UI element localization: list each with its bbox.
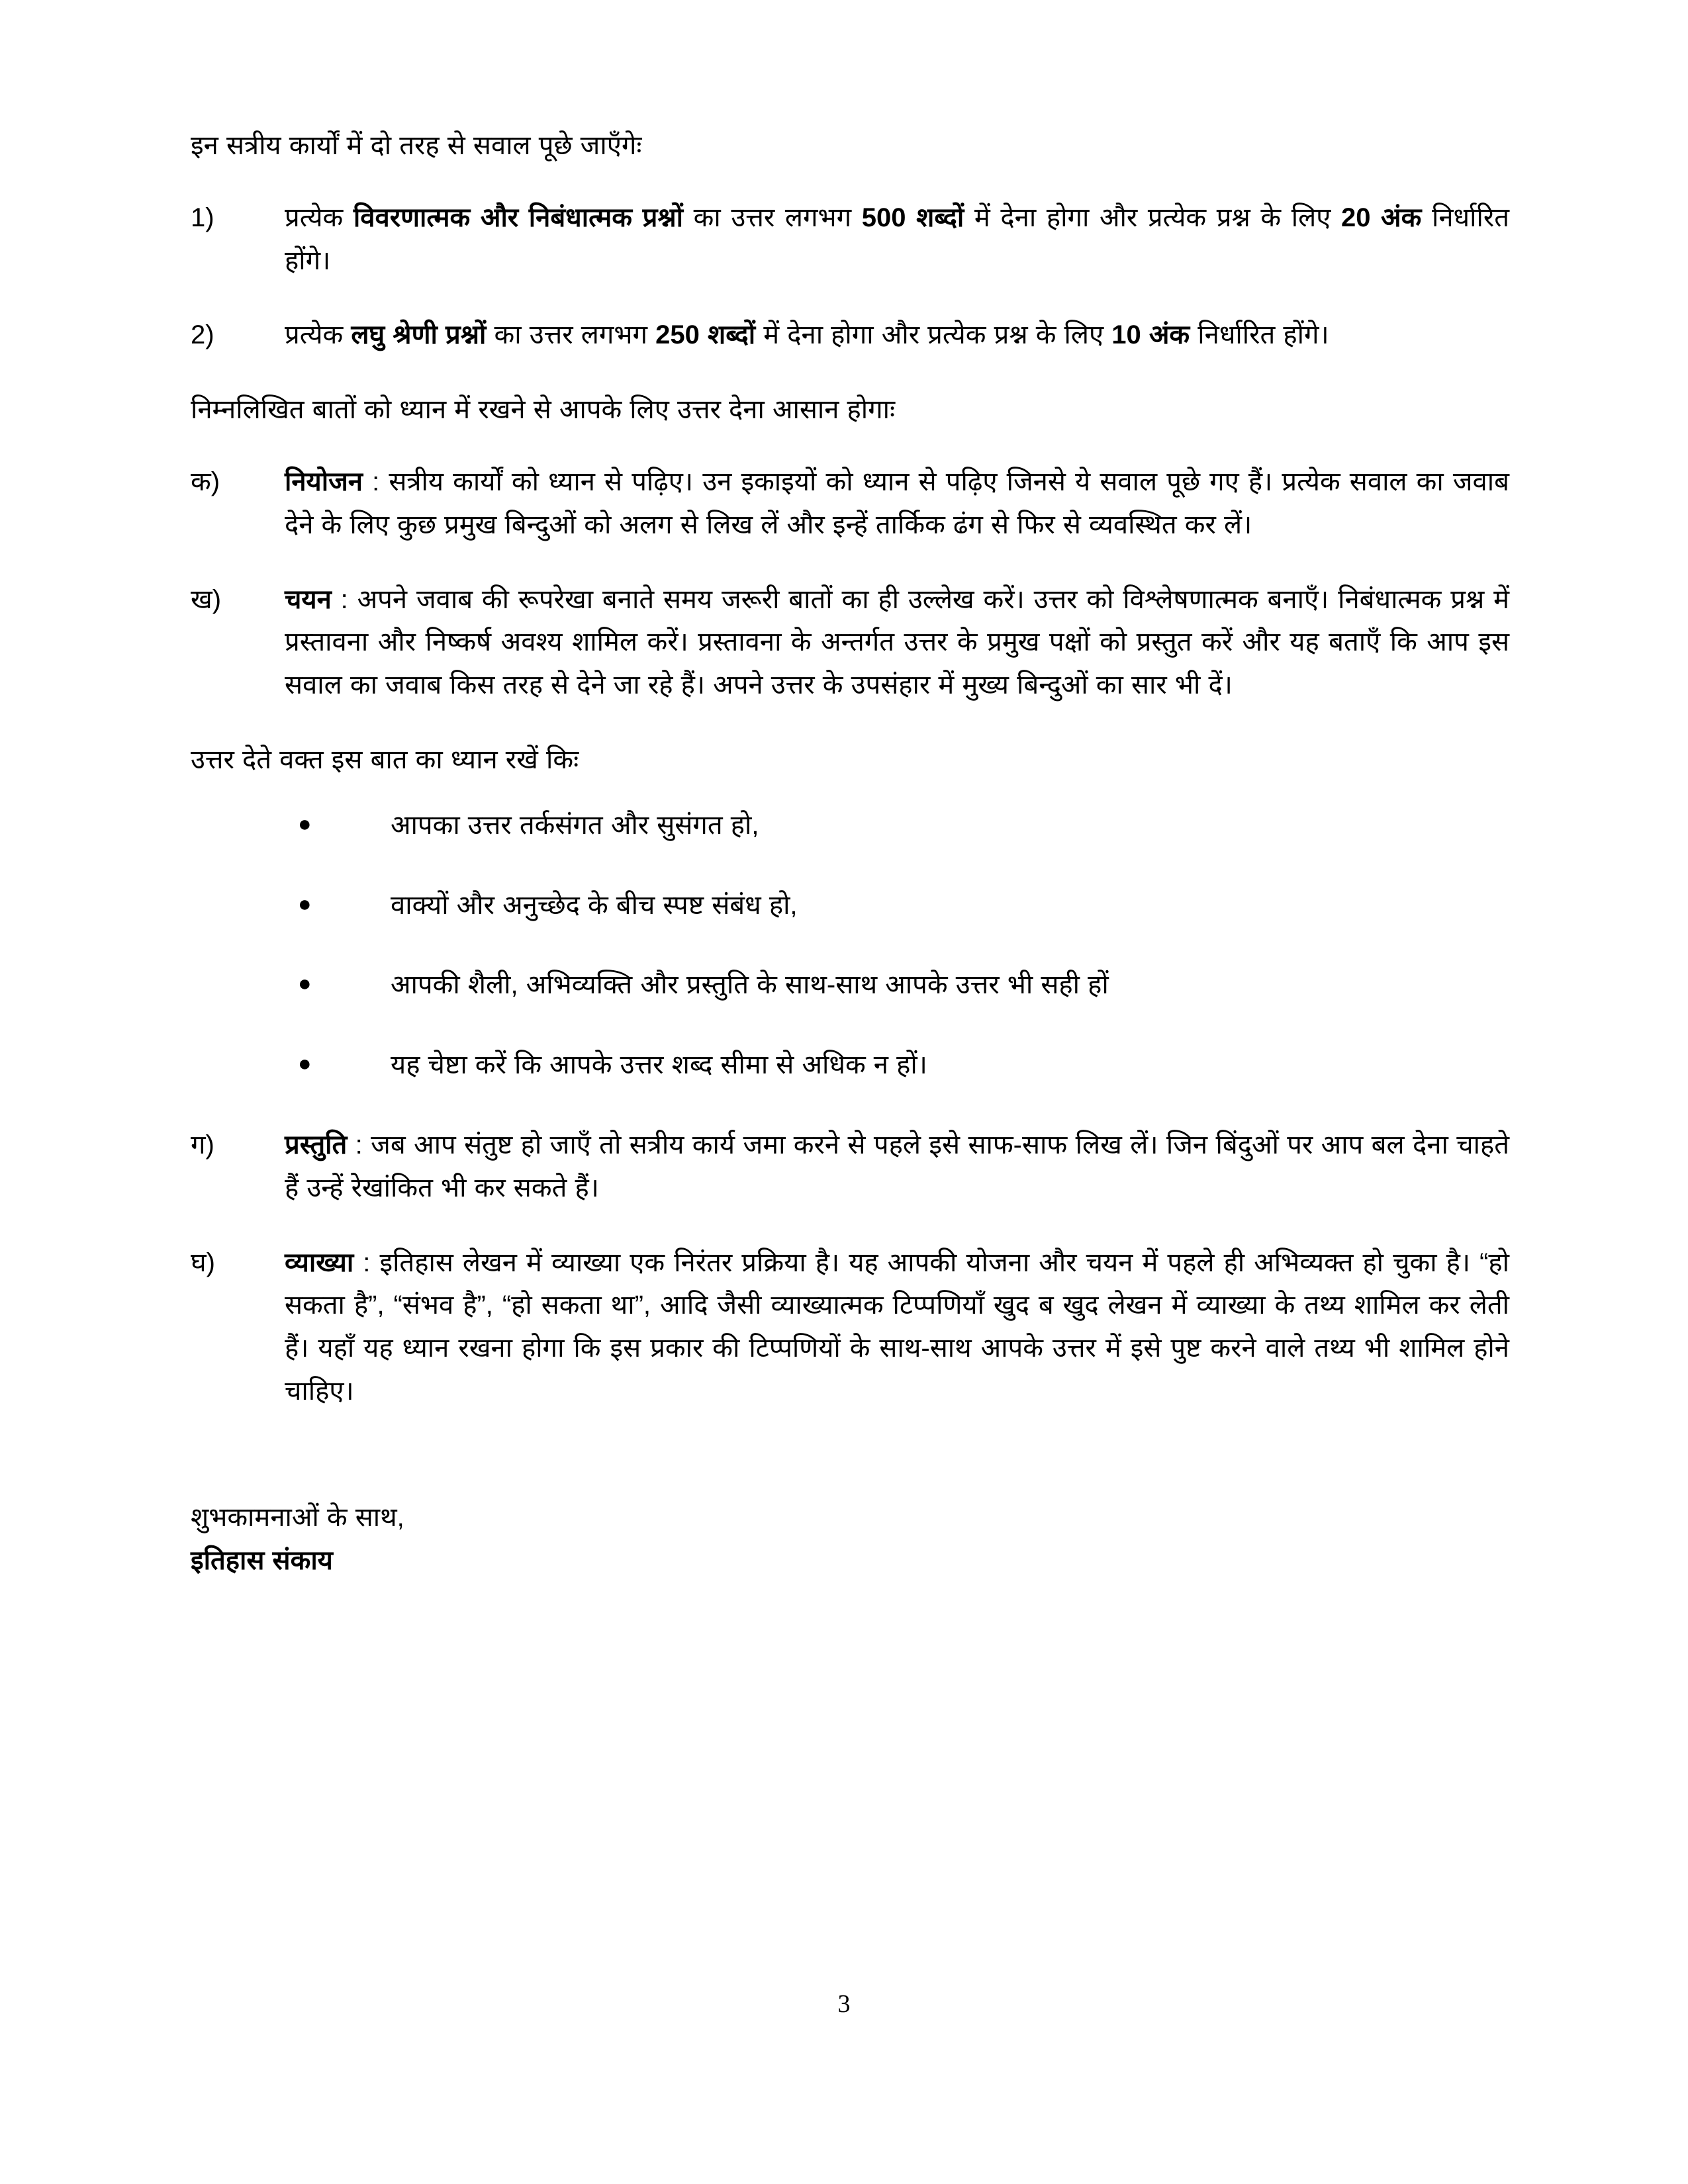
heading-separator: : (353, 1248, 380, 1277)
list-marker: घ) (191, 1248, 215, 1277)
subsection-heading-selection: चयन (285, 584, 332, 614)
subsection-body: सत्रीय कार्यों को ध्यान से पढ़िए। उन इकाइयों को ध्यान से पढ़िए जिनसे ये सवाल पूछे गए हैं। प्रत्येक सवाल का जवाब देने के लिए कुछ प्रमुख बिन्दुओं को अलग से लिख लें और इन्हें तार्किक ढंग से फिर से व्यवस्थित कर लें। (285, 467, 1509, 539)
text-segment: में देना होगा और प्रत्येक प्रश्न के लिए (755, 320, 1112, 350)
lettered-list-item-ka (191, 461, 1509, 547)
numbered-item-content (285, 197, 1509, 283)
lettered-item-content (285, 461, 1509, 547)
list-item-label: आपका उत्तर तर्कसंगत और सुसंगत हो, (391, 810, 759, 840)
bullet-icon: ● (298, 811, 312, 837)
numbered-list-item (191, 197, 1509, 283)
numbered-item-content (285, 314, 1509, 357)
list-item (191, 804, 1509, 847)
lettered-item-content (285, 1124, 1509, 1210)
subsection-body: अपने जवाब की रूपरेखा बनाते समय जरूरी बातों का ही उल्लेख करें। उत्तर को विश्लेषणात्मक बनाएँ। निबंधात्मक प्रश्न में प्रस्तावना और निष्कर्ष अवश्य शामिल करें। प्रस्तावना के अन्तर्गत उत्तर के प्रमुख पक्षों को प्रस्तुत करें और यह बताएँ कि आप इस सवाल का जवाब किस तरह से देने जा रहे हैं। अपने उत्तर के उपसंहार में मुख्य बिन्दुओं का सार भी दें। (285, 584, 1509, 700)
intro-paragraph: इन सत्रीय कार्यों में दो तरह से सवाल पूछे जाएँगेः (191, 131, 642, 160)
emphasis-marks: 10 अंक (1111, 320, 1190, 350)
subsection-heading-presentation: प्रस्तुति (285, 1130, 348, 1160)
list-item (191, 964, 1509, 1007)
signature-department: इतिहास संकाय (191, 1545, 333, 1575)
text-segment: प्रत्येक (285, 203, 353, 232)
text-segment: का उत्तर लगभग (683, 203, 862, 232)
heading-separator: : (331, 584, 357, 614)
list-marker: ख) (191, 584, 222, 614)
numbered-list-item (191, 314, 1509, 357)
bullet-icon: ● (298, 971, 312, 997)
text-segment: में देना होगा और प्रत्येक प्रश्न के लिए (964, 203, 1341, 232)
list-item-label: वाक्यों और अनुच्छेद के बीच स्पष्ट संबंध हो, (391, 890, 798, 920)
list-marker: क) (191, 467, 220, 496)
page-number: 3 (837, 1990, 851, 2018)
text-segment: निर्धारित होंगे। (1190, 320, 1329, 350)
subsection-body: जब आप संतुष्ट हो जाएँ तो सत्रीय कार्य जमा करने से पहले इसे साफ-साफ लिख लें। जिन बिंदुओं पर आप बल देना चाहते हैं उन्हें रेखांकित भी कर सकते हैं। (285, 1130, 1509, 1203)
list-item-label: आपकी शैली, अभिव्यक्ति और प्रस्तुति के साथ-साथ आपके उत्तर भी सही हों (391, 970, 1109, 1000)
lead-paragraph: निम्नलिखित बातों को ध्यान में रखने से आपके लिए उत्तर देना आसान होगाः (191, 395, 896, 425)
list-marker: 2) (191, 320, 214, 350)
emphasis-question-types: लघु श्रेणी प्रश्नों (351, 320, 487, 350)
bullet-icon: ● (298, 1051, 312, 1077)
emphasis-question-types: विवरणात्मक और निबंधात्मक प्रश्नों (353, 203, 684, 232)
bullets-intro-paragraph: उत्तर देते वक्त इस बात का ध्यान रखें किः (191, 745, 579, 774)
emphasis-word-count: 250 शब्दों (655, 320, 756, 350)
heading-separator: : (363, 467, 389, 496)
bullet-list (191, 804, 1509, 1087)
heading-separator: : (347, 1130, 371, 1160)
bullet-icon: ● (298, 891, 312, 917)
subsection-body: इतिहास लेखन में व्याख्या एक निरंतर प्रक्रिया है। यह आपकी योजना और चयन में पहले ही अभिव्यक्त हो चुका है। “हो सकता है”, “संभव है”, “हो सकता था”, आदि जैसी व्याख्यात्मक टिप्पणियाँ खुद ब खुद लेखन में व्याख्या के तथ्य शामिल कर लेती हैं। यहाँ यह ध्यान रखना होगा कि इस प्रकार की टिप्पणियों के साथ-साथ आपके उत्तर में इसे पुष्ट करने वाले तथ्य भी शामिल होने चाहिए। (285, 1248, 1510, 1406)
list-item (191, 1044, 1509, 1087)
subsection-heading-interpretation: व्याख्या (285, 1248, 354, 1277)
lettered-item-content (285, 1242, 1509, 1413)
text-segment: निर्धारित होंगे। (285, 203, 1510, 275)
list-marker: ग) (191, 1130, 214, 1160)
emphasis-marks: 20 अंक (1340, 203, 1422, 232)
text-segment: का उत्तर लगभग (486, 320, 656, 350)
lettered-list-item-ga (191, 1124, 1509, 1210)
lettered-item-content (285, 578, 1509, 707)
list-marker: 1) (191, 203, 214, 232)
emphasis-word-count: 500 शब्दों (861, 203, 964, 232)
list-item-label: यह चेष्टा करें कि आपके उत्तर शब्द सीमा से अधिक न हों। (391, 1050, 927, 1080)
closing-salutation: शुभकामनाओं के साथ, (191, 1502, 404, 1532)
text-segment: प्रत्येक (285, 320, 352, 350)
signature-block (191, 1496, 1509, 1582)
document-body (191, 124, 1509, 1582)
list-item (191, 884, 1509, 927)
lettered-list-item-gha (191, 1242, 1509, 1413)
subsection-heading-planning: नियोजन (285, 467, 363, 496)
lettered-list-item-kha (191, 578, 1509, 707)
